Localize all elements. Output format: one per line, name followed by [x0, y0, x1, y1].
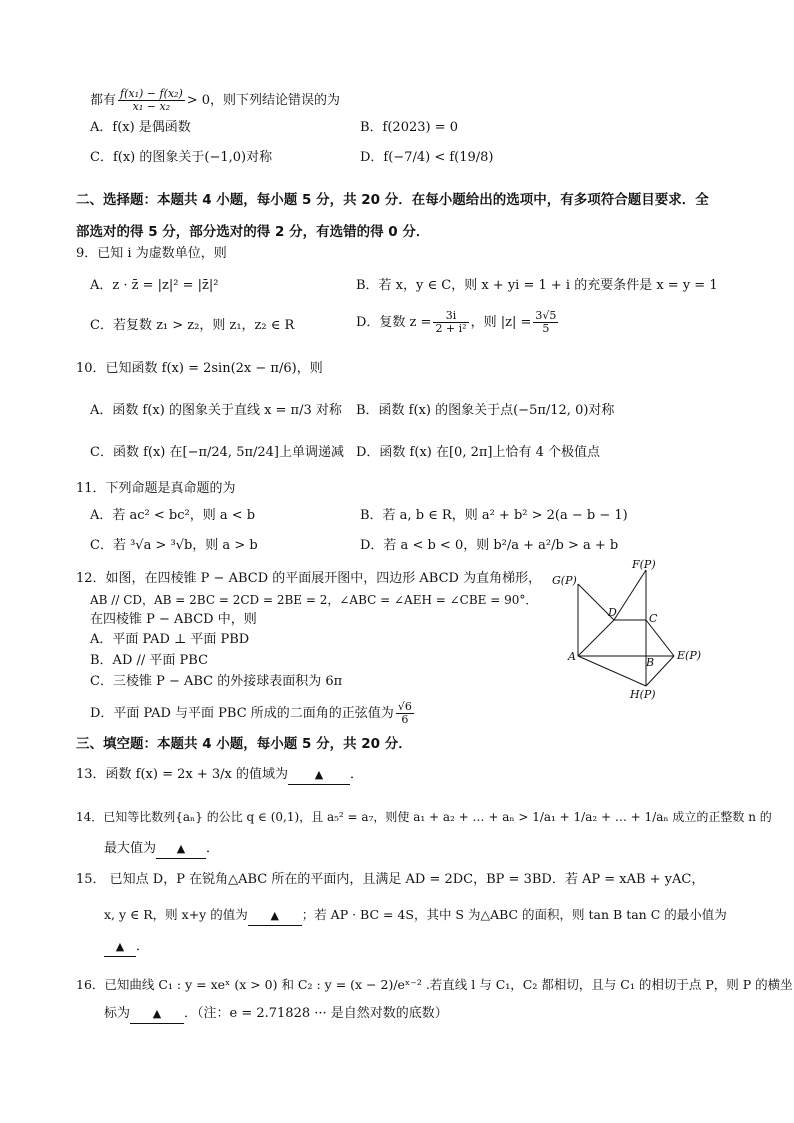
q11-option-d[interactable]: D．若 a < b < 0，则 b²/a + a²/b > a + b [360, 538, 619, 553]
q11-option-b[interactable]: B．若 a, b ∈ R，则 a² + b² > 2(a − b − 1) [360, 508, 628, 523]
q13-answer-blank[interactable]: ▲ [288, 766, 350, 785]
label-B: B [646, 656, 655, 669]
q9-d-frac1-num: 3i [433, 310, 468, 323]
label-F: F(P) [632, 558, 656, 571]
q15-line3-post: ． [136, 939, 150, 954]
label-G: G(P) [552, 574, 577, 587]
label-H: H(P) [630, 688, 656, 701]
q13-post: ． [350, 767, 364, 782]
q12-d-pre: D．平面 PAD 与平面 PBC 所成的二面角的正弦值为 [90, 706, 394, 721]
q14-line2 [104, 840, 219, 859]
q9-option-a[interactable]: A．z · z̄ = |z|² = |z̄|² [90, 278, 219, 293]
q12-d-fraction [396, 701, 414, 726]
q9-d-frac2-den: 5 [542, 322, 550, 335]
q12-stem-line2: AB // CD，AB = 2BC = 2CD = 2BE = 2，∠ABC = ∠AEH = ∠CBE = 90°． [90, 593, 538, 607]
q9-d-frac2-num: 3√5 [535, 309, 557, 322]
q14-line1: 14．已知等比数列{aₙ} 的公比 q ∈ (0,1)，且 a₅² = a₇，则使 a₁ + a₂ + … + aₙ > 1/a₁ + 1/a₂ + … + 1/aₙ 成立的正整数 n 的 [76, 810, 772, 824]
q12-d-frac-den: 6 [401, 713, 409, 726]
q15-line1: 15． 已知点 D，P 在锐角△ABC 所在的平面内，且满足 AD = 2DC，BP = 3BD．若 AP = xAB + yAC， [76, 872, 705, 887]
q11-option-c[interactable]: C．若 ³√a > ³√b，则 a > b [90, 538, 258, 553]
label-A: A [568, 650, 576, 663]
edge-C-E [646, 620, 674, 656]
q8-frac-den: x₁ − x₂ [132, 100, 171, 113]
q10-option-c[interactable]: C．函数 f(x) 在[−π/24, 5π/24]上单调递减 [90, 445, 345, 460]
q12-option-a[interactable]: A．平面 PAD ⊥ 平面 PBD [90, 632, 250, 647]
q12-stem-line3: 在四棱锥 P − ABCD 中，则 [90, 612, 257, 627]
edge-A-D [578, 620, 614, 656]
q12-option-c[interactable]: C．三棱锥 P − ABC 的外接球表面积为 6π [90, 674, 343, 689]
section3-heading: 三、填空题：本题共 4 小题，每小题 5 分，共 20 分． [76, 736, 412, 752]
q12-option-d[interactable] [90, 701, 416, 726]
q16-line2-pre: 标为 [104, 1006, 131, 1021]
q16-line2 [104, 1005, 448, 1024]
q15-line2-pre: x, y ∈ R，则 x+y 的值为 [104, 907, 248, 922]
q9-option-d[interactable] [356, 310, 560, 335]
q9-d-pre: D．复数 z = [356, 315, 432, 330]
q12-option-b[interactable]: B．AD // 平面 PBC [90, 653, 209, 668]
q8-frac-num: f(x₁) − f(x₂) [120, 87, 183, 100]
section2-heading-line2: 部选对的得 5 分，部分选对的得 2 分，有选错的得 0 分． [76, 224, 430, 240]
q9-d-fraction-1 [433, 310, 468, 335]
q15-answer-blank-2[interactable]: ▲ [104, 938, 136, 957]
q8-option-d[interactable]: D．f(−7/4) < f(19/8) [360, 150, 494, 165]
q12-stem-line1: 12．如图，在四棱锥 P − ABCD 的平面展开图中，四边形 ABCD 为直角梯形， [76, 571, 542, 586]
label-D: D [608, 606, 617, 619]
q9-d-frac1-den: 2 + i² [435, 322, 467, 335]
q16-line1: 16．已知曲线 C₁ : y = xeˣ (x > 0) 和 C₂ : y = (x − 2)/eˣ⁻² .若直线 l 与 C₁，C₂ 都相切，且与 C₁ 的相切于点 P，则 P 的横坐 [76, 977, 793, 992]
q12-unfolding-figure [548, 556, 718, 704]
q8-stem-fraction [118, 88, 185, 113]
label-C: C [649, 612, 658, 625]
q15-line2 [104, 906, 727, 926]
q8-option-c[interactable]: C．f(x) 的图象关于(−1,0)对称 [90, 150, 273, 165]
q9-option-b[interactable]: B．若 x，y ∈ C，则 x + yi = 1 + i 的充要条件是 x = y = 1 [356, 278, 718, 293]
q16-answer-blank[interactable]: ▲ [130, 1005, 184, 1024]
q10-stem: 10．已知函数 f(x) = 2sin(2x − π/6)，则 [76, 361, 323, 376]
q15-line3 [104, 938, 149, 957]
edge-F-D [614, 570, 646, 620]
q8-stem-pre: 都有 [90, 93, 117, 108]
q8-stem [90, 88, 340, 113]
q9-option-c[interactable]: C．若复数 z₁ > z₂，则 z₁，z₂ ∈ R [90, 318, 295, 333]
q10-option-b[interactable]: B．函数 f(x) 的图象关于点(−5π/12, 0)对称 [356, 403, 615, 418]
q12-d-frac-num: √6 [397, 700, 412, 713]
q9-d-mid: ，则 |z| = [470, 315, 532, 330]
q14-line2-post: ． [206, 841, 220, 856]
label-E: E(P) [677, 649, 702, 662]
q13-pre: 13．函数 f(x) = 2x + 3/x 的值域为 [76, 767, 288, 782]
q13-line [76, 766, 363, 785]
q8-stem-post: > 0，则下列结论错误的为 [186, 93, 341, 108]
q9-d-fraction-2 [533, 310, 558, 335]
q14-line2-pre: 最大值为 [104, 841, 157, 856]
q9-stem: 9．已知 i 为虚数单位，则 [76, 246, 227, 261]
q10-option-a[interactable]: A．函数 f(x) 的图象关于直线 x = π/3 对称 [90, 403, 342, 418]
q11-option-a[interactable]: A．若 ac² < bc²，则 a < b [90, 508, 256, 523]
q10-option-d[interactable]: D．函数 f(x) 在[0, 2π]上恰有 4 个极值点 [356, 445, 601, 460]
q11-stem: 11．下列命题是真命题的为 [76, 481, 236, 496]
q15-answer-blank-1[interactable]: ▲ [248, 907, 302, 926]
edge-A-H [578, 656, 646, 686]
q14-answer-blank[interactable]: ▲ [156, 840, 206, 859]
q8-option-a[interactable]: A．f(x) 是偶函数 [90, 120, 191, 135]
q16-line2-post: ．（注：e = 2.71828 ··· 是自然对数的底数） [184, 1006, 448, 1021]
q15-line2-mid: ；若 AP · BC = 4S，其中 S 为△ABC 的面积，则 tan B tan C 的最小值为 [301, 907, 727, 922]
section2-heading-line1: 二、选择题：本题共 4 小题，每小题 5 分，共 20 分．在每小题给出的选项中，有多项符合题目要求．全 [76, 192, 709, 208]
q8-option-b[interactable]: B．f(2023) = 0 [360, 120, 459, 135]
